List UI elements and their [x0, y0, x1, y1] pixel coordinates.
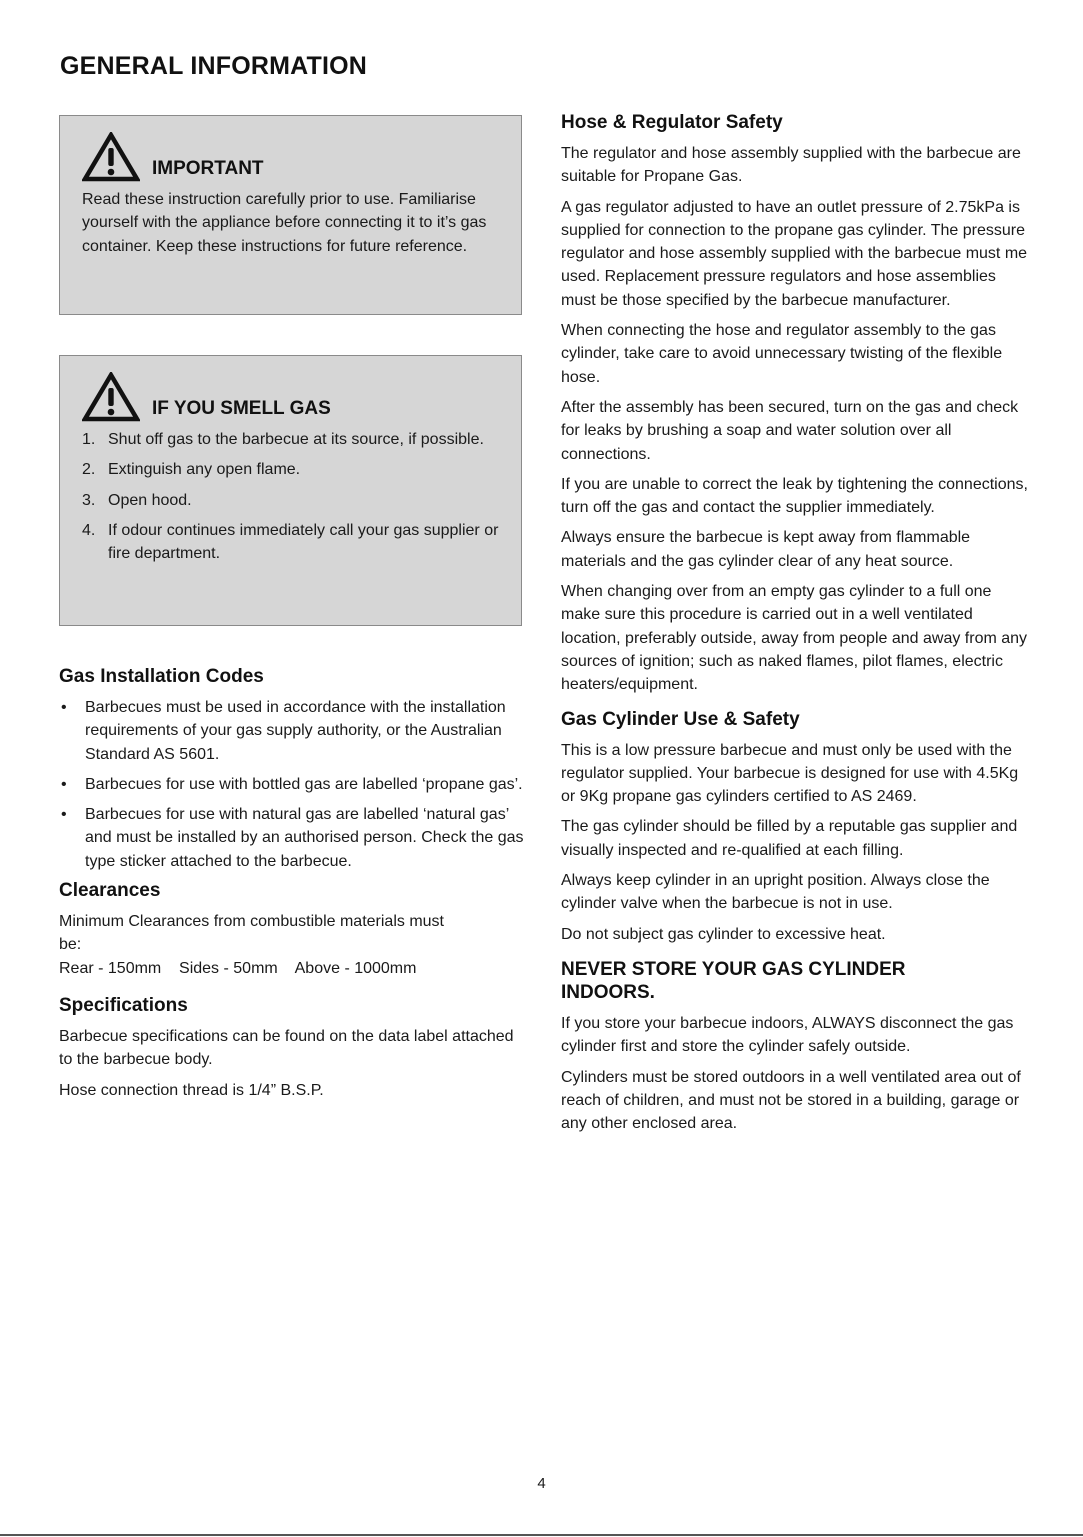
warning-triangle-icon [82, 132, 140, 182]
important-notice-box [59, 115, 522, 315]
smell-gas-title: IF YOU SMELL GAS [152, 398, 331, 419]
paragraph: This is a low pressure barbecue and must only be used with the regulator supplied. Your barbecue is designed for use with 4.5Kg or 9Kg propane gas cylinders certified to AS 2469. [561, 741, 1019, 806]
list-item: 3. Open hood. [82, 491, 192, 509]
paragraph: Cylinders must be stored outdoors in a well ventilated area out of reach of children, and must not be stored in a building, garage or any other enclosed area. [561, 1068, 1021, 1133]
paragraph: If you are unable to correct the leak by tightening the connections, turn off the gas and contact the supplier immediately. [561, 475, 1028, 517]
clearances-text: Minimum Clearances from combustible materials must be: [59, 913, 444, 954]
list-item: 2. Extinguish any open flame. [82, 461, 301, 479]
paragraph: After the assembly has been secured, turn on the gas and check for leaks by brushing a soap and water solution over all connections. [561, 398, 1019, 463]
smell-gas-header [82, 370, 499, 422]
clearances-values: Rear - 150mm Sides - 50mm Above - 1000mm [59, 959, 417, 977]
important-text: Read these instruction carefully prior to use. Familiarise yourself with the appliance before connecting it to it’s gas container. Keep these instructions for future reference. [82, 191, 487, 255]
smell-gas-box [59, 355, 522, 626]
paragraph: When changing over from an empty gas cylinder to a full one make sure this procedure is carried out in a well ventilated location, preferably outside, away from people and away from any sources of ignition; such as naked flames, pilot flames, electric heaters/equipment. [561, 583, 1028, 694]
smell-gas-steps [82, 428, 499, 565]
paragraph: The gas cylinder should be filled by a reputable gas supplier and visually inspected and re-qualified at each filling. [561, 818, 1018, 859]
right-column [561, 112, 1031, 1142]
warning-triangle-icon [82, 372, 140, 422]
paragraph: A gas regulator adjusted to have an outlet pressure of 2.75kPa is supplied for connection to the propane gas cylinder. The pressure regulator and hose assembly supplied with the barbecue must me used. Replacement pressure regulators and hose assemblies must be those specified by the barbecue manufacturer. [561, 198, 1028, 309]
bottom-rule [0, 1534, 1083, 1536]
never-store-heading: NEVER STORE YOUR GAS CYLINDER INDOORS. [561, 958, 906, 1003]
paragraph: Always ensure the barbecue is kept away from flammable materials and the gas cylinder clear of any heat source. [561, 529, 971, 570]
list-item: • Barbecues must be used in accordance with the installation requirements of your gas supply authority, or the Australian Standard AS 5601. [61, 699, 506, 763]
paragraph: If you store your barbecue indoors, ALWAYS disconnect the gas cylinder first and store the cylinder safely outside. [561, 1014, 1014, 1056]
list-item: • Barbecues for use with bottled gas are labelled ‘propane gas’. [61, 775, 523, 793]
specifications-text: Barbecue specifications can be found on the data label attached to the barbecue body. [59, 1027, 514, 1069]
paragraph: Do not subject gas cylinder to excessive heat. [561, 925, 886, 943]
important-title: IMPORTANT [152, 158, 264, 179]
hose-safety-heading: Hose & Regulator Safety [561, 112, 783, 133]
paragraph: The regulator and hose assembly supplied with the barbecue are suitable for Propane Gas. [561, 145, 1021, 186]
clearances-heading: Clearances [59, 880, 161, 902]
list-item: 1. Shut off gas to the barbecue at its source, if possible. [82, 431, 484, 448]
gas-codes-list [59, 696, 524, 873]
hose-thread-text: Hose connection thread is 1/4” B.S.P. [59, 1081, 324, 1099]
paragraph: Always keep cylinder in an upright position. Always close the cylinder valve when the barbecue is not in use. [561, 872, 990, 913]
paragraph: When connecting the hose and regulator assembly to the gas cylinder, take care to avoid unnecessary twisting of the flexible hose. [561, 322, 1003, 386]
gas-codes-heading: Gas Installation Codes [59, 666, 264, 687]
left-text-sections [59, 666, 524, 1109]
specifications-heading: Specifications [59, 994, 188, 1016]
page-number: 4 [537, 1475, 546, 1492]
page-title: GENERAL INFORMATION [60, 52, 368, 80]
list-item: • Barbecues for use with natural gas are labelled ‘natural gas’ and must be installed by an authorised person. Check the gas type sticker attached to the barbecue. [61, 806, 524, 870]
important-header [82, 130, 499, 182]
cylinder-safety-heading: Gas Cylinder Use & Safety [561, 708, 800, 730]
list-item: 4. If odour continues immediately call your gas supplier or fire department. [82, 521, 499, 563]
